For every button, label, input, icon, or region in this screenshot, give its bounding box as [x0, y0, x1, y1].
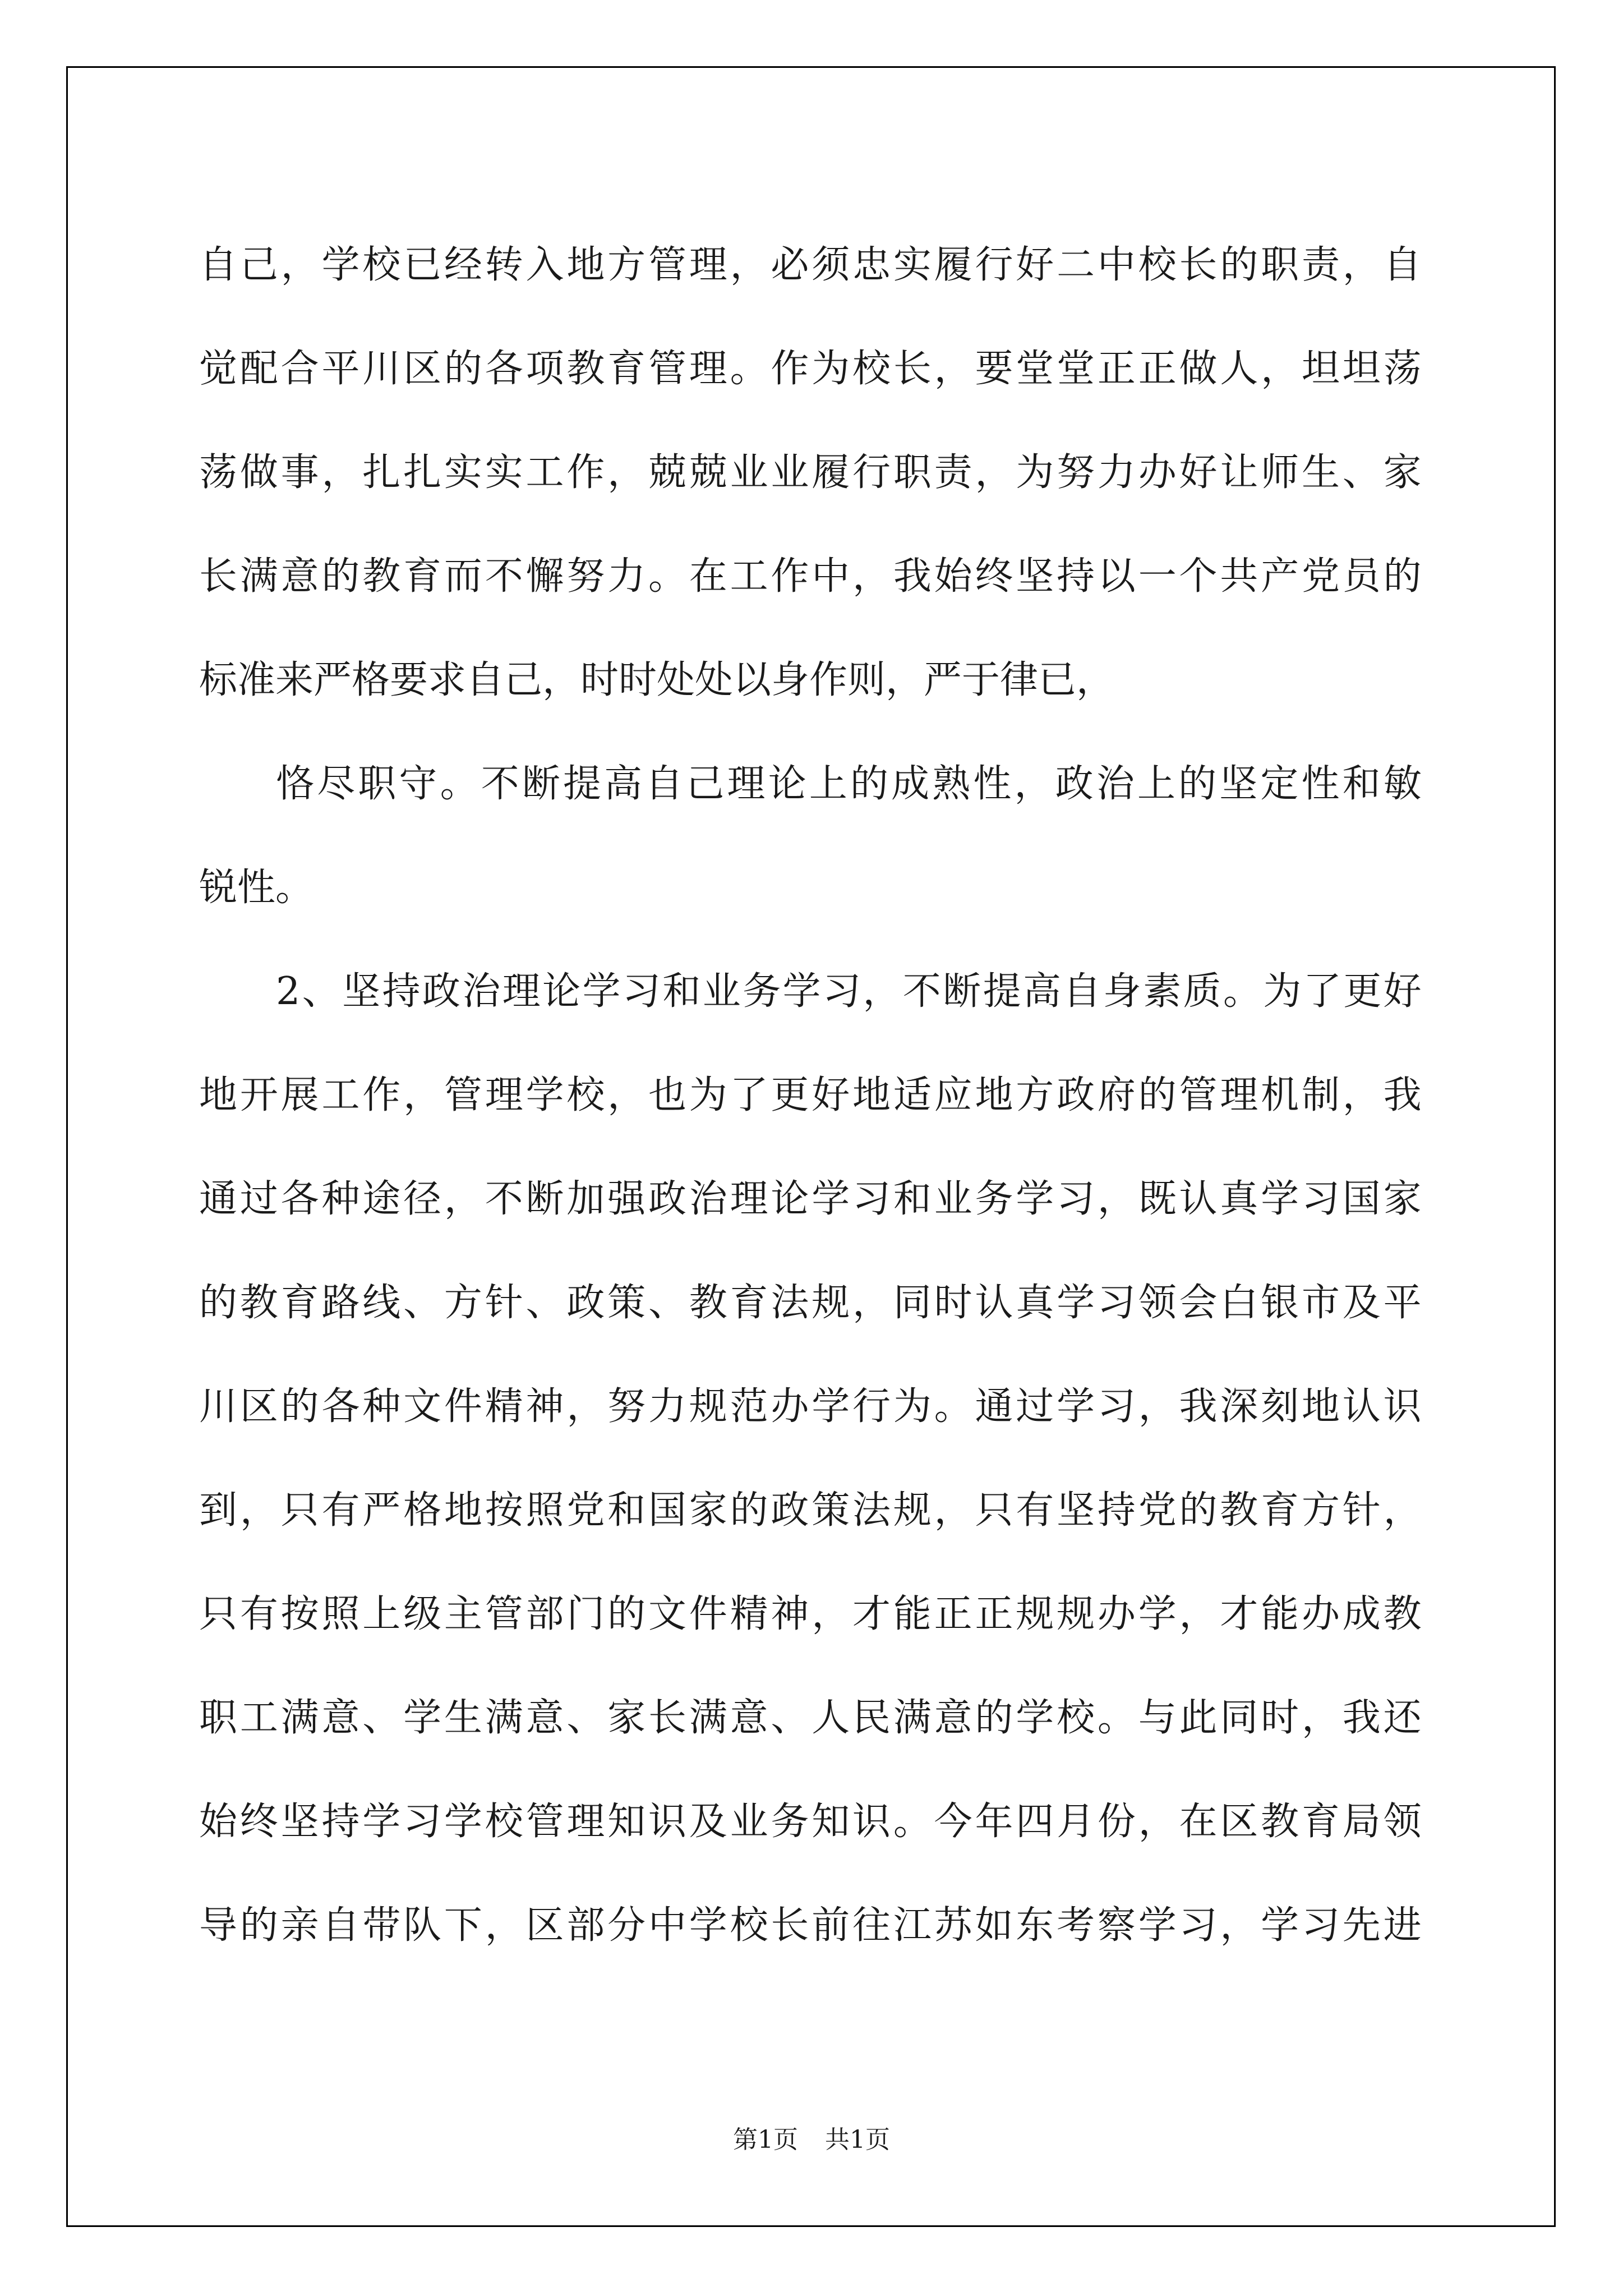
text-line: 自 己 ， 学 校 已 经 转 入 地 方 管 理 ， 必 须 忠 实 履 行 好 二 中 校 长 的 职 责 ， 自 — [199, 243, 1422, 287]
text-line: 长 满 意 的 教 育 而 不 懈 努 力 。 在 工 作 中 ， 我 始 终 坚 持 以 一 个 共 产 党 员 的 — [199, 554, 1422, 599]
page-footer — [0, 2119, 1623, 2155]
text-line: 地 开 展 工 作 ， 管 理 学 校 ， 也 为 了 更 好 地 适 应 地 方 政 府 的 管 理 机 制 ， 我 — [199, 1073, 1422, 1117]
text-line: 标准来严格要求自己，时时处处以身作则，严于律已， — [199, 658, 1115, 702]
document-body — [199, 213, 1422, 1977]
text-line: 恪 尽 职 守 。 不 断 提 高 自 己 理 论 上 的 成 熟 性 ， 政 治 上 的 坚 定 性 和 敏 — [276, 762, 1422, 806]
page-number: 第1页 — [733, 2125, 798, 2154]
text-line: 2 、 坚 持 政 治 理 论 学 习 和 业 务 学 习 ， 不 断 提 高 自 身 素 质 。 为 了 更 好 — [276, 969, 1422, 1014]
text-line: 只 有 按 照 上 级 主 管 部 门 的 文 件 精 神 ， 才 能 正 正 规 规 办 学 ， 才 能 办 成 教 — [199, 1592, 1422, 1636]
text-line: 导 的 亲 自 带 队 下 ， 区 部 分 中 学 校 长 前 往 江 苏 如 东 考 察 学 习 ， 学 习 先 进 — [199, 1903, 1422, 1948]
text-line: 始 终 坚 持 学 习 学 校 管 理 知 识 及 业 务 知 识 。 今 年 四 月 份 ， 在 区 教 育 局 领 — [199, 1800, 1422, 1844]
text-line: 觉 配 合 平 川 区 的 各 项 教 育 管 理 。 作 为 校 长 ， 要 堂 堂 正 正 做 人 ， 坦 坦 荡 — [199, 347, 1422, 391]
text-line: 川 区 的 各 种 文 件 精 神 ， 努 力 规 范 办 学 行 为 。 通 过 学 习 ， 我 深 刻 地 认 识 — [199, 1384, 1422, 1429]
text-line: 荡 做 事 ， 扎 扎 实 实 工 作 ， 兢 兢 业 业 履 行 职 责 ， 为 努 力 办 好 让 师 生 、 家 — [199, 450, 1422, 495]
text-line: 的 教 育 路 线 、 方 针 、 政 策 、 教 育 法 规 ， 同 时 认 真 学 习 领 会 白 银 市 及 平 — [199, 1281, 1422, 1325]
text-line: 职 工 满 意 、 学 生 满 意 、 家 长 满 意 、 人 民 满 意 的 学 校 。 与 此 同 时 ， 我 还 — [199, 1696, 1422, 1740]
text-line: 锐性。 — [199, 866, 314, 910]
page-total: 共1页 — [825, 2125, 890, 2154]
text-line: 通 过 各 种 途 径 ， 不 断 加 强 政 治 理 论 学 习 和 业 务 学 习 ， 既 认 真 学 习 国 家 — [199, 1177, 1422, 1221]
text-line: 到 ， 只 有 严 格 地 按 照 党 和 国 家 的 政 策 法 规 ， 只 有 坚 持 党 的 教 育 方 针 ， — [199, 1488, 1422, 1533]
